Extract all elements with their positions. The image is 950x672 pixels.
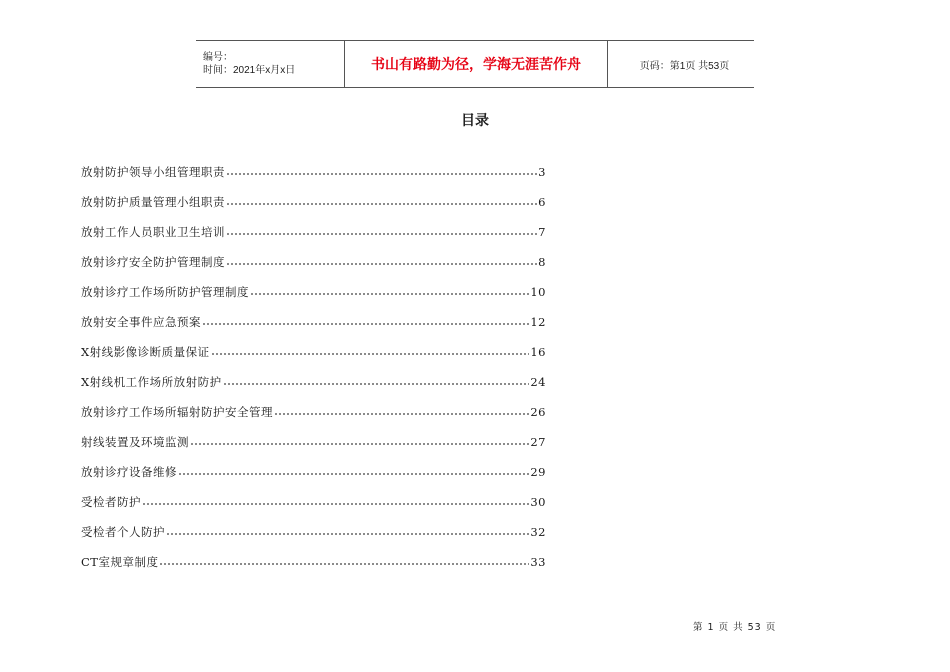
toc-item-label: 放射诊疗工作场所防护管理制度	[81, 285, 249, 299]
toc-leader-dots	[250, 288, 529, 296]
toc-item-page: 6	[538, 195, 546, 209]
toc-item[interactable]	[81, 157, 546, 187]
toc-item-label: 放射防护质量管理小组职责	[81, 195, 225, 209]
toc-leader-dots	[190, 438, 529, 446]
toc-leader-dots	[274, 408, 529, 416]
toc-item[interactable]	[81, 217, 546, 247]
toc-item-label: 放射工作人员职业卫生培训	[81, 225, 225, 239]
toc-item[interactable]	[81, 547, 546, 577]
header-motto-cell	[345, 41, 608, 87]
toc-item-page: 26	[530, 405, 546, 419]
toc-item[interactable]	[81, 307, 546, 337]
toc-item[interactable]	[81, 487, 546, 517]
toc-item[interactable]	[81, 427, 546, 457]
toc-item-label: CT室规章制度	[81, 555, 159, 569]
page-number-text: 页码：第1页 共53页	[639, 60, 730, 72]
page-header	[196, 40, 754, 88]
toc-item[interactable]	[81, 337, 546, 367]
toc-item[interactable]	[81, 517, 546, 547]
toc-leader-dots	[226, 258, 537, 266]
page-footer: 第 1 页 共 53 页	[693, 622, 777, 633]
toc-leader-dots	[142, 498, 529, 506]
motto-text: 书山有路勤为径，学海无涯苦作舟	[371, 57, 581, 73]
toc-leader-dots	[159, 558, 529, 566]
toc-item[interactable]	[81, 187, 546, 217]
toc-item[interactable]	[81, 277, 546, 307]
header-info-cell	[196, 41, 345, 87]
header-page-cell	[608, 41, 754, 87]
toc-leader-dots	[226, 198, 537, 206]
toc-item-page: 30	[530, 495, 546, 509]
toc-item-label: 放射诊疗工作场所辐射防护安全管理	[81, 405, 273, 419]
number-label: 编号：	[203, 52, 233, 63]
toc-item-page: 12	[530, 315, 546, 329]
toc-item[interactable]	[81, 367, 546, 397]
toc-leader-dots	[178, 468, 529, 476]
toc-item-label: 放射诊疗设备维修	[81, 465, 177, 479]
date-text: 时间：2021年x月x日	[203, 65, 296, 76]
toc-item-page: 29	[530, 465, 546, 479]
toc-item-label: X射线影像诊断质量保证	[81, 345, 210, 359]
toc-item-page: 7	[538, 225, 546, 239]
toc-item[interactable]	[81, 397, 546, 427]
toc-leader-dots	[211, 348, 530, 356]
toc-item[interactable]	[81, 247, 546, 277]
toc-leader-dots	[202, 318, 529, 326]
toc-item-page: 16	[530, 345, 546, 359]
toc-leader-dots	[223, 378, 530, 386]
page-title: 目录	[461, 113, 489, 129]
toc-item-label: X射线机工作场所放射防护	[81, 375, 222, 389]
toc-item[interactable]	[81, 457, 546, 487]
toc-item-page: 24	[530, 375, 546, 389]
toc-item-label: 放射诊疗安全防护管理制度	[81, 255, 225, 269]
toc-item-label: 放射防护领导小组管理职责	[81, 165, 225, 179]
table-of-contents	[81, 157, 546, 577]
toc-item-page: 8	[538, 255, 546, 269]
toc-item-page: 32	[530, 525, 546, 539]
toc-item-page: 3	[538, 165, 546, 179]
toc-item-page: 10	[530, 285, 546, 299]
toc-item-label: 射线装置及环境监测	[81, 435, 189, 449]
toc-item-label: 受检者个人防护	[81, 525, 165, 539]
toc-leader-dots	[226, 168, 537, 176]
toc-leader-dots	[166, 528, 529, 536]
toc-item-label: 放射安全事件应急预案	[81, 315, 201, 329]
toc-item-page: 27	[530, 435, 546, 449]
toc-leader-dots	[226, 228, 537, 236]
toc-item-label: 受检者防护	[81, 495, 141, 509]
toc-item-page: 33	[530, 555, 546, 569]
